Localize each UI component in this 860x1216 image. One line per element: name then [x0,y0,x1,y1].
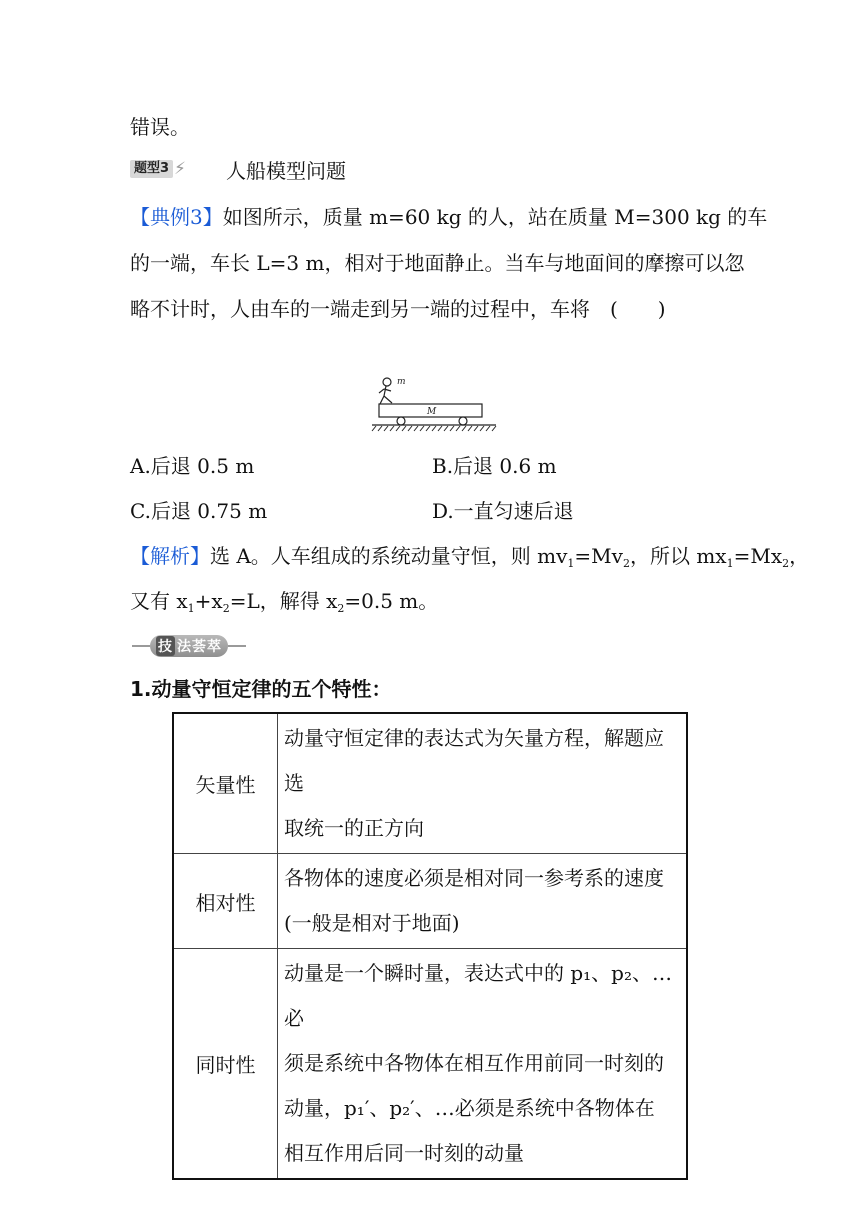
example-tag: 【典例3】 [130,205,223,229]
question-type-badge [130,158,186,180]
example-line-1-text: 如图所示，质量 m=60 kg 的人，站在质量 M=300 kg 的车 [222,205,768,229]
table-row [173,854,687,949]
option-a: A.后退 0.5 m [130,454,255,478]
properties-table [172,712,688,1180]
example-line-1 [130,202,767,232]
section-heading: 1.动量守恒定律的五个特性： [130,677,392,701]
analysis-line-2: 又有 $x_1+x_2=L$，解得 $x_2=0.5$ m。 [130,589,439,615]
property-description: 动量守恒定律的表达式为矢量方程，解题应选 取统一的正方向 [278,713,688,854]
example-line-3: 略不计时，人由车的一端走到另一端的过程中，车将 ( ) [130,297,666,321]
continued-text: 错误。 [130,115,190,139]
banner-line-right [228,645,246,647]
cart-mass-label: M [427,407,437,417]
property-name: 相对性 [173,854,278,949]
person-head [383,378,391,386]
banner-label: 技 法荟萃 [150,635,228,657]
property-description: 各物体的速度必须是相对同一参考系的速度 (一般是相对于地面) [278,854,688,949]
property-description: 动量是一个瞬时量，表达式中的 p₁、p₂、…必 须是系统中各物体在相互作用前同一时刻的 动量，p₁′、p₂′、…必须是系统中各物体在 相互作用后同一时刻的动量 [278,949,688,1180]
option-c: C.后退 0.75 m [130,499,268,523]
badge-label: 题型3 [130,160,173,178]
property-name: 矢量性 [173,713,278,854]
cart-wheel-right [459,417,467,425]
lightning-icon: ⚡ [174,159,186,179]
table-row [173,949,687,1180]
technique-banner [132,635,246,657]
example-line-2: 的一端，车长 L=3 m，相对于地面静止。当车与地面间的摩擦可以忽 [130,251,745,275]
cart-wheel-left [397,417,405,425]
table-row [173,713,687,854]
banner-line-left [132,645,150,647]
person-cart-figure [370,372,500,436]
analysis-tag: 【解析】 [130,544,210,568]
ground-hatching [372,426,496,431]
person-body [379,386,392,404]
person-mass-label: m [397,377,406,387]
section-title: 人船模型问题 [226,159,346,183]
analysis-line-1: 【解析】选 A。人车组成的系统动量守恒，则 $mv_1=Mv_2$，所以 $mx_1=Mx_2$， [130,544,810,570]
option-d: D.一直匀速后退 [432,499,574,523]
property-name: 同时性 [173,949,278,1180]
option-b: B.后退 0.6 m [432,454,557,478]
